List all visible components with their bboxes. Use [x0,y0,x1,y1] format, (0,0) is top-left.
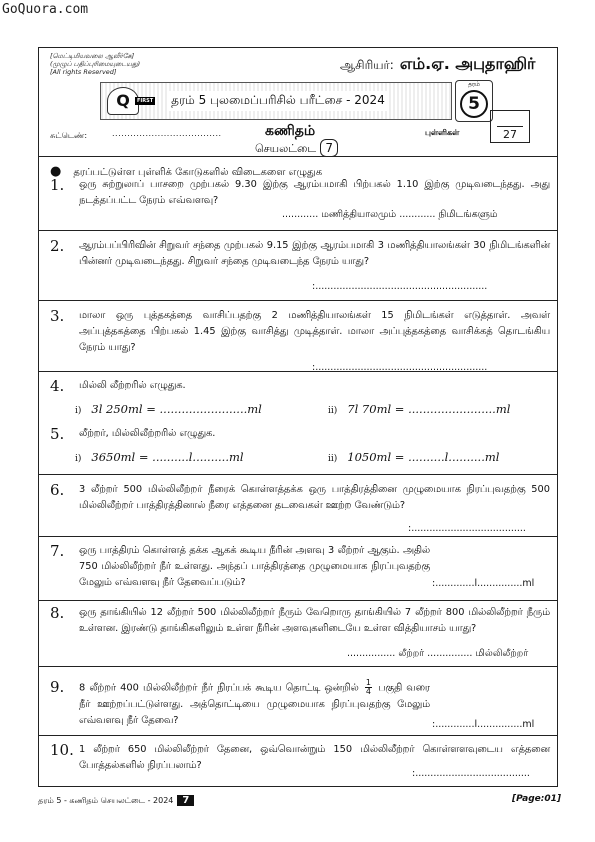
page-number: [Page:01] [512,794,561,804]
question-divider [38,230,558,231]
question-text-a: 8 லீற்றர் 400 மில்லிலீற்றர் நீர் நிரப்பக் கூடிய தொட்டி ஒன்றில் [79,682,359,694]
logo-sub-text: FIRST [137,98,154,104]
page-frame [38,47,558,787]
question-number: 10. [50,741,74,759]
question-number: 4. [50,377,65,395]
question-text: மாலா ஒரு புத்தகத்தை வாசிப்பதற்கு 2 மணித்தியாலங்கள் 15 நிமிடங்கள் எடுத்தாள். அவள் அப்புத்தகத்தை பிற்பகல் 1.45 இற்கு வாசித்து முடித்தாள். மாலா அப்புத்தகத்தை வாசிக்கத் தொடங்கிய நேரம் யாது? [79,310,550,353]
question-number: 2. [50,237,65,255]
question-text: ஆரம்பப்பிரிவின் சிறுவர் சந்தை முற்பகல் 9.15 இற்கு ஆரம்பமாகி 3 மணித்தியாலங்கள் 30 நிமிடங்களின் பின்னர் முடிவடைந்தது. சிறுவர் சந்தை முடிவடைந்த நேரம் யாது? [79,240,550,267]
question-text: 3 லீற்றர் 500 மில்லிலீற்றர் நீரைக் கொள்ளத்தக்க ஒரு பாத்திரத்தினை முழுமையாக நிரப்புவதற்கு 500 மில்லிலீற்றர் பாத்திரத்தினால் நீரை எத்தனை தடவைகள் ஊற்ற வேண்டும்? [79,484,550,511]
grade-badge [455,80,493,122]
question-text: லீற்றர், மில்லிலீற்றரில் எழுதுக. [79,428,216,439]
activity-number: 7 [320,139,338,157]
sub-expression[interactable]: 1050ml = ..........l..........ml [347,450,500,464]
question-divider [38,371,558,372]
question-divider [38,474,558,475]
rights-line: [மெட்டிமியவலை ஆவீர்கே] [50,52,135,60]
sub-number: i) [75,454,82,464]
answer-field[interactable]: ............ மணித்தியாலமும் ............ நிமிடங்களும் [282,209,498,220]
watermark: GoQuora.com [2,2,89,17]
answer-field[interactable]: :...................................... [408,523,526,534]
question-number: 8. [50,604,65,622]
sub-question-ii [328,402,510,416]
answer-field[interactable]: :...................................... [412,768,530,779]
instruction-text: தரப்பட்டுள்ள புள்ளிக் கோடுகளில் விடைகளை எழுதுக [73,167,323,178]
grade-number: 5 [460,90,488,118]
exam-title: தரம் 5 புலமைப்பரிசில் பரீட்சை - 2024 [167,91,389,111]
marks-total: 27 [503,128,517,141]
header-divider [38,156,558,157]
rights-line: (முழுப் பதிப்புரிமையுடையது) [50,60,141,68]
copyright-notice [50,52,140,76]
qfirst-logo-icon: Q [107,87,139,115]
bullet-icon: ● [50,164,62,179]
index-field[interactable]: .................................... [112,129,222,138]
footer-number: 7 [177,795,194,806]
sub-question-i [75,402,262,416]
sub-number: i) [75,406,82,416]
exam-banner [100,82,452,120]
sub-number: ii) [328,454,338,464]
question-text: ஒரு தாங்கியில் 12 லீற்றர் 500 மில்லிலீற்றர் நீரும் வேறொரு தாங்கியில் 7 லீற்றர் 800 மில்லிலீற்றர் நீரும் உள்ளன. இரண்டு தாங்கிகளிலும் உள்ள நீரின் அளவுகளிடையே உள்ள வித்தியாசம் யாது? [79,607,550,634]
marks-box [490,110,530,143]
fraction [365,679,372,696]
question-text [79,679,430,729]
question-text: ஒரு சுற்றுலாப் பாசறை முற்பகல் 9.30 இற்கு ஆரம்பமாகி பிற்பகல் 1.10 இற்கு முடிவடைந்தது. அது நடத்தப்பட்ட நேரம் எவ்வளவு? [79,179,550,206]
author-label: ஆசிரியர்: [340,58,394,72]
question-text-b: பகுதி வரை நீர் ஊற்றப்பட்டுள்ளது. அத்தொட்டியை முழுமையாக நிரப்புவதற்கு மேலும் எவ்வளவு நீர் தேவை? [79,682,430,726]
sub-question-ii [328,450,499,464]
author-name: எம்.ஏ. அபுதாஹிர் [399,54,536,73]
question-number: 1. [50,176,65,194]
fraction-denominator: 4 [365,687,371,696]
answer-field[interactable]: :......................................................... [312,281,488,292]
sub-expression[interactable]: 3650ml = ..........l..........ml [91,450,244,464]
question-text: ஒரு பாத்திரம் கொள்ளத் தக்க ஆகக் கூடிய நீரின் அளவு 3 லீற்றர் ஆகும். அதில் 750 மில்லிலீற்றர் நீர் உள்ளது. அந்தப் பாத்திரத்தை முழுமையாக நிரப்புவதற்கு மேலும் எவ்வளவு நீர் தேவைப்படும்? [79,545,430,588]
question-divider [38,735,558,736]
question-text: மில்லி லீற்றரில் எழுதுக. [79,380,186,391]
author [340,54,535,75]
footer [38,795,194,806]
sub-question-i [75,450,244,464]
marks-divider [497,126,523,127]
question-number: 9. [50,678,65,696]
question-divider [38,536,558,537]
answer-field[interactable]: :.............l...............ml [432,578,535,589]
sub-expression[interactable]: 3l 250ml = ........................ml [91,402,262,416]
marks-label: புள்ளிகள் [425,128,460,137]
question-divider [38,600,558,601]
question-divider [38,666,558,667]
sub-expression[interactable]: 7l 70ml = ........................ml [347,402,511,416]
question-number: 3. [50,307,65,325]
question-number: 6. [50,481,65,499]
activity-heading [255,139,338,157]
question-number: 5. [50,425,65,443]
fraction-numerator: 1 [365,678,371,687]
sub-number: ii) [328,406,338,416]
question-divider [38,300,558,301]
answer-field[interactable]: ................ லீற்றர் ............... மில்லிலீற்றர் [347,648,529,659]
question-text: 1 லீற்றர் 650 மில்லிலீற்றர் தேனை, ஒவ்வொன்றும் 150 மில்லிலீற்றர் கொள்ளளவுடைய எத்தனை போத்தல்களில் நிரப்பலாம்? [79,744,550,771]
subject-title: கணிதம் [265,123,316,139]
activity-label: செயலட்டை [255,142,317,155]
index-label: சுட்டெண்: [50,131,88,140]
answer-field[interactable]: :.............l...............ml [432,719,535,730]
grade-label: தரம் [468,81,480,88]
question-number: 7. [50,542,65,560]
footer-text: தரம் 5 - கணிதம் செயலட்டை - 2024 [38,796,174,805]
rights-line: [All rights Reserved] [50,68,117,76]
answer-field[interactable]: :......................................................... [312,362,488,373]
